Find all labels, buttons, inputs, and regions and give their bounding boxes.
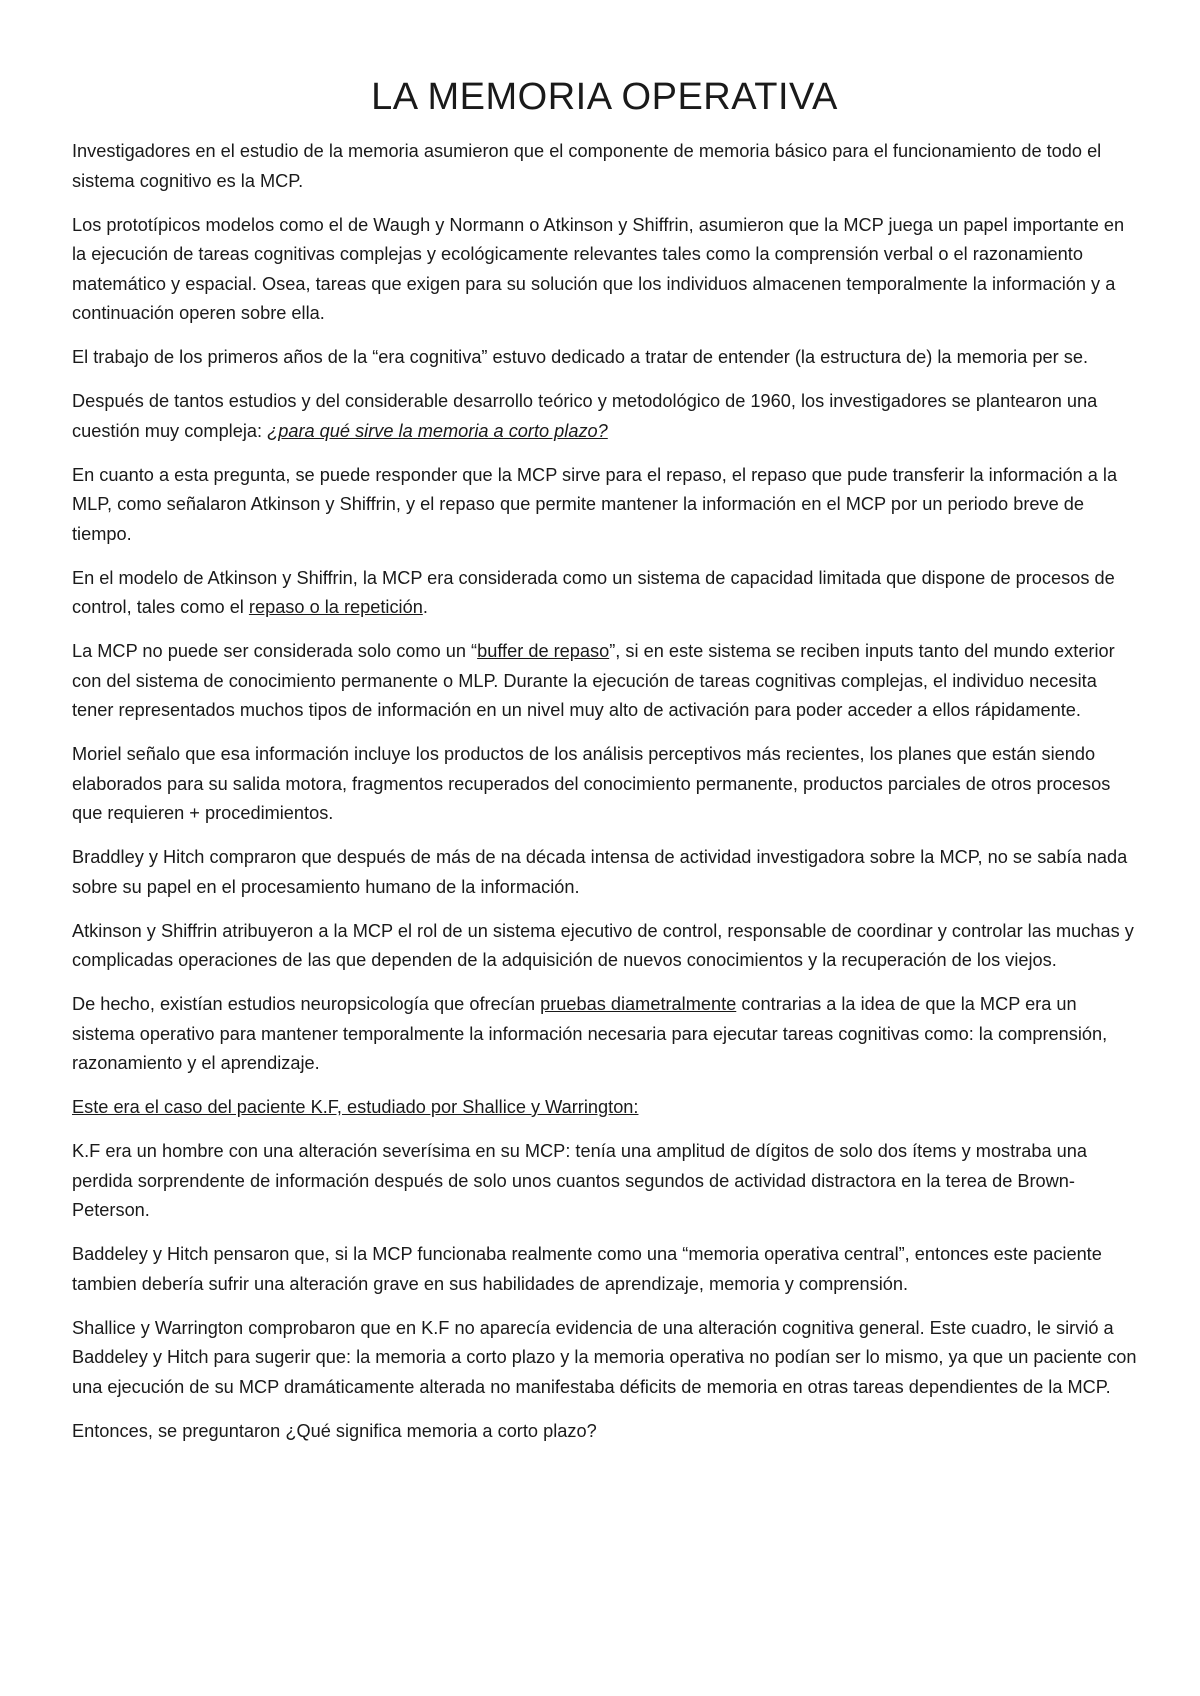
- paragraph-11-text: De hecho, existían estudios neuropsicología que ofrecían: [72, 994, 541, 1014]
- paragraph-9: Braddley y Hitch compraron que después de más de na década intensa de actividad investigadora sobre la MCP, no se sabía nada sobre su papel en el procesamiento humano de la información.: [72, 847, 1128, 897]
- paragraph-6: [72, 564, 1137, 623]
- paragraph-15: Shallice y Warrington comprobaron que en K.F no aparecía evidencia de una alteración cognitiva general. Este cuadro, le sirvió a Baddeley y Hitch para sugerir que: la memoria a corto plazo y la memoria operativa no podían ser lo mismo, ya que un paciente con una ejecución de su MCP dramáticamente alterada no manifestaba déficits de memoria en otras tareas dependientes de la MCP.: [72, 1317, 1137, 1397]
- paragraph-7-underlined: buffer de repaso: [477, 641, 610, 661]
- paragraph-8: Moriel señalo que esa información incluye los productos de los análisis perceptivos más recientes, los planes que están siendo elaborados para su salida motora, fragmentos recuperados del conocimiento permanente, productos parciales de otros procesos que requieren + procedimientos.: [72, 744, 1111, 823]
- paragraph-1: Investigadores en el estudio de la memoria asumieron que el componente de memoria básico para el funcionamiento de todo el sistema cognitivo es la MCP.: [72, 141, 1102, 191]
- document-page: [72, 70, 1137, 1461]
- paragraph-2: Los prototípicos modelos como el de Waugh y Normann o Atkinson y Shiffrin, asumieron que la MCP juega un papel importante en la ejecución de tareas cognitivas complejas y ecológicamente relevantes tales como la comprensión verbal o el razonamiento matemático y espacial. Osea, tareas que exigen para su solución que los individuos almacenen temporalmente la información y a continuación operen sobre ella.: [72, 214, 1125, 323]
- paragraph-11-underlined: pruebas diametralmente: [540, 994, 737, 1014]
- paragraph-7: [72, 637, 1137, 726]
- paragraph-11-end: contrarias a la idea de que la MCP era un sistema operativo para mantener temporalmente la información necesaria para ejecutar tareas cognitivas como: la comprensión, razonamiento y el aprendizaje.: [72, 994, 1108, 1073]
- paragraph-13: K.F era un hombre con una alteración severísima en su MCP: tenía una amplitud de dígitos de solo dos ítems y mostraba una perdida sorprendente de información después de solo unos cuantos segundos de actividad distractora en la terea de Brown-Peterson.: [72, 1141, 1088, 1220]
- paragraph-14: Baddeley y Hitch pensaron que, si la MCP funcionaba realmente como una “memoria operativa central”, entonces este paciente tambien debería sufrir una alteración grave en sus habilidades de aprendizaje, memoria y comprensión.: [72, 1244, 1102, 1294]
- paragraph-6-underlined: repaso o la repetición: [248, 597, 423, 617]
- paragraph-7-end: ”, si en este sistema se reciben inputs tanto del mundo exterior con del sistema de conocimiento permanente o MLP. Durante la ejecución de tareas cognitivas complejas, el individuo necesita tener representados muchos tipos de información en un nivel muy alto de activación para poder acceder a ellos rápidamente.: [72, 641, 1115, 720]
- paragraph-11: [72, 990, 1137, 1079]
- paragraph-16: Entonces, se preguntaron ¿Qué significa memoria a corto plazo?: [72, 1420, 597, 1441]
- paragraph-10: Atkinson y Shiffrin atribuyeron a la MCP el rol de un sistema ejecutivo de control, responsable de coordinar y controlar las muchas y complicadas operaciones de las que dependen de la adquisición de nuevos conocimientos y la recuperación de los viejos.: [72, 920, 1134, 970]
- paragraph-6-end: .: [422, 597, 428, 617]
- paragraph-6-text: En el modelo de Atkinson y Shiffrin, la MCP era considerada como un sistema de capacidad limitada que dispone de procesos de control, tales como el: [72, 567, 1115, 617]
- paragraph-3: El trabajo de los primeros años de la “era cognitiva” estuvo dedicado a tratar de entender (la estructura de) la memoria per se.: [72, 347, 1088, 367]
- paragraph-4-text: Después de tantos estudios y del considerable desarrollo teórico y metodológico de 1960, los investigadores se plantearon una cuestión muy compleja:: [72, 391, 1098, 441]
- document-title: LA MEMORIA OPERATIVA: [371, 76, 838, 118]
- paragraph-5: En cuanto a esta pregunta, se puede responder que la MCP sirve para el repaso, el repaso que pude transferir la información a la MLP, como señalaron Atkinson y Shiffrin, y el repaso que permite mantener la información en el MCP por un periodo breve de tiempo.: [72, 464, 1118, 544]
- paragraph-7-text: La MCP no puede ser considerada solo como un “: [72, 641, 478, 661]
- paragraph-4-question: ¿para qué sirve la memoria a corto plazo?: [267, 420, 608, 441]
- paragraph-12-case-heading: Este era el caso del paciente K.F, estudiado por Shallice y Warrington:: [72, 1097, 639, 1117]
- paragraph-4: [72, 387, 1137, 446]
